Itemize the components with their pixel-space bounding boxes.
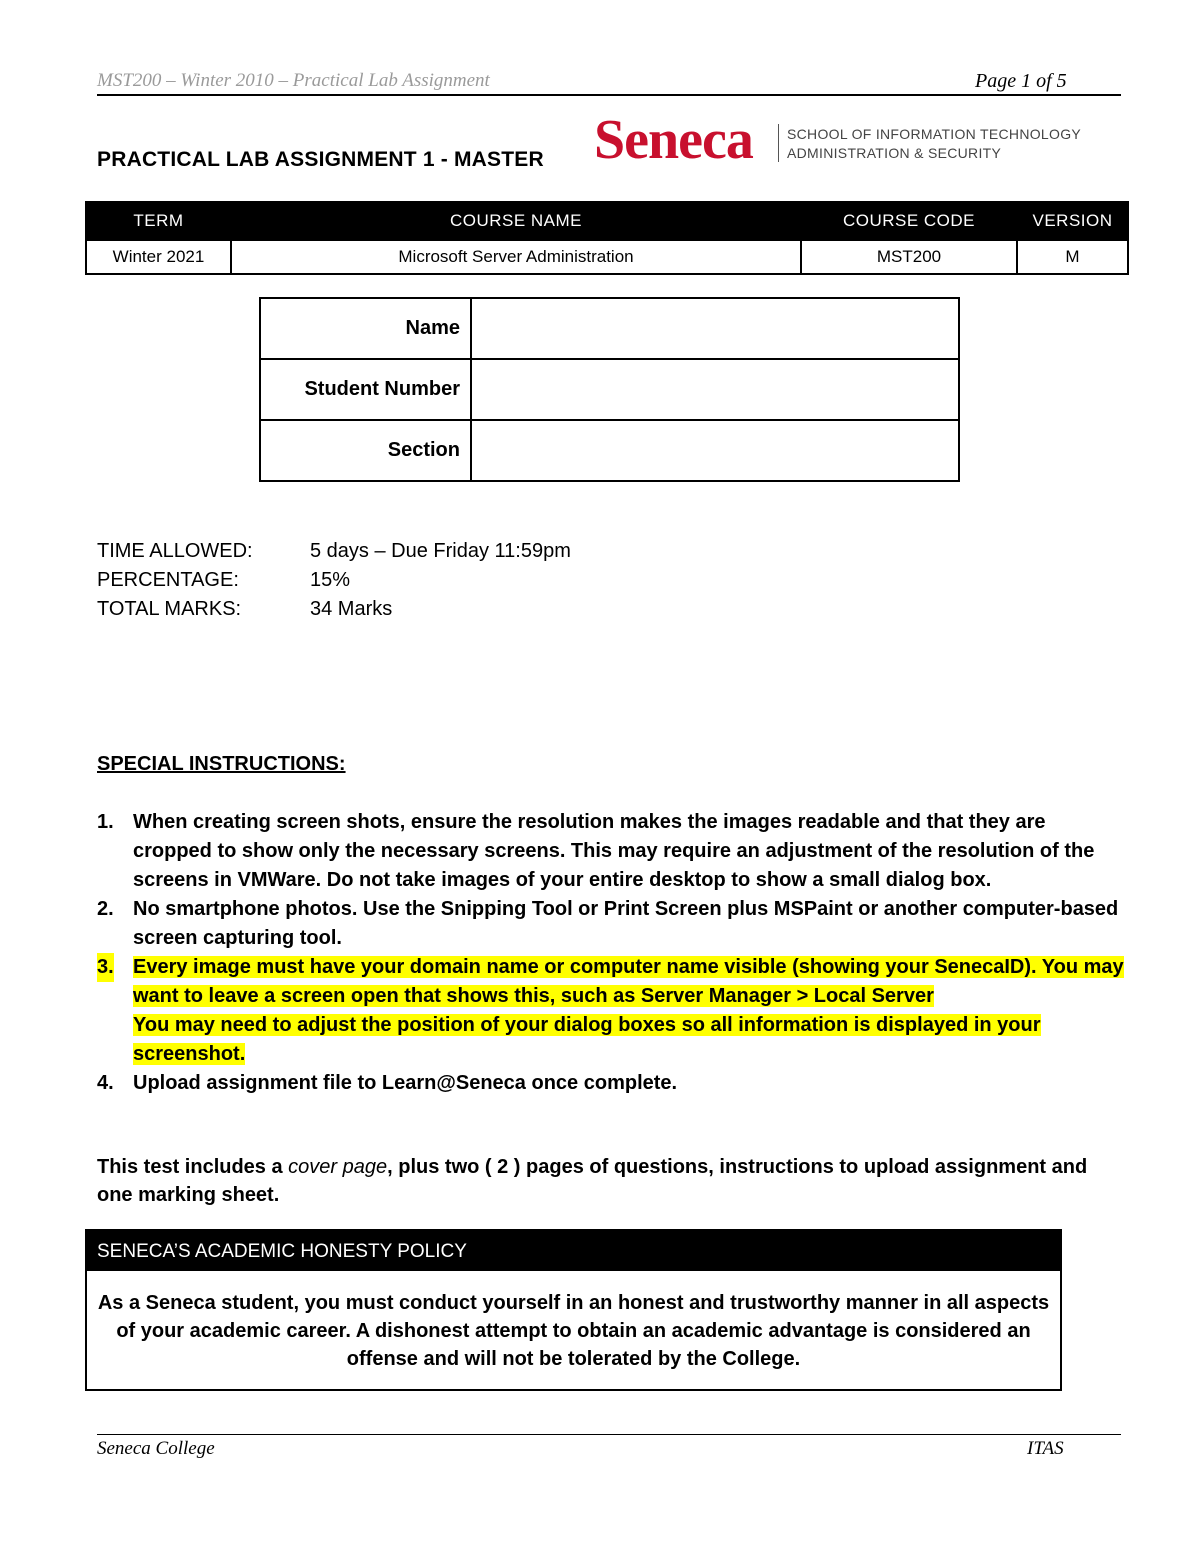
list-item — [97, 1069, 1127, 1098]
seneca-logo-word: Seneca — [594, 109, 753, 171]
student-row-name — [260, 298, 959, 359]
item-text: No smartphone photos. Use the Snipping Tool or Print Screen plus MSPaint or another computer-based screen capturing tool. — [133, 898, 1119, 949]
header-course-code: COURSE CODE — [801, 202, 1017, 240]
item-text: Every image must have your domain name or computer name visible (showing your SenecaID). You may want to leave a screen open that shows this, such as Server Manager > Local Server — [133, 956, 1124, 1007]
info-key: PERCENTAGE: — [97, 569, 239, 591]
item-number: 1. — [97, 811, 114, 833]
label-student-number: Student Number — [260, 359, 471, 420]
cell-term: Winter 2021 — [86, 240, 231, 274]
field-student-number[interactable] — [471, 359, 959, 420]
list-item-highlighted — [97, 953, 1127, 1069]
info-value: 5 days – Due Friday 11:59pm — [310, 540, 571, 562]
honesty-title: SENECA’S ACADEMIC HONESTY POLICY — [87, 1231, 1060, 1271]
info-value: 15% — [310, 569, 351, 591]
test-includes-paragraph — [97, 1153, 1127, 1209]
item-text: When creating screen shots, ensure the resolution makes the images readable and that they are cropped to show only the necessary screens. This may require an adjustment of the resolution of the screens in VMWare. Do not take images of your entire desktop to show a small dialog box. — [133, 811, 1095, 891]
instructions-list — [97, 808, 1127, 1098]
student-row-number — [260, 359, 959, 420]
course-table-row — [86, 240, 1128, 274]
academic-honesty-box — [85, 1229, 1062, 1391]
header-course-name: COURSE NAME — [231, 202, 801, 240]
header-left-text: MST200 – Winter 2010 – Practical Lab Assignment — [97, 70, 490, 91]
header-rule — [97, 94, 1121, 96]
header-version: VERSION — [1017, 202, 1128, 240]
honesty-body: As a Seneca student, you must conduct yourself in an honest and trustworthy manner in all aspects of your academic career. A dishonest attempt to obtain an academic advantage is considered an offense and will not be tolerated by the College. — [97, 1292, 1050, 1370]
special-instructions-heading: SPECIAL INSTRUCTIONS: — [97, 753, 346, 775]
student-info-table — [259, 297, 960, 482]
item-number: 3. — [97, 953, 114, 982]
item-number: 4. — [97, 1072, 114, 1094]
page-title: PRACTICAL LAB ASSIGNMENT 1 - MASTER — [97, 148, 544, 171]
info-key: TOTAL MARKS: — [97, 598, 242, 620]
student-row-section — [260, 420, 959, 481]
logo-line-2: ADMINISTRATION & SECURITY — [787, 145, 1002, 161]
cell-version: M — [1017, 240, 1128, 274]
info-value: 34 Marks — [310, 598, 393, 620]
page-number: Page 1 of 5 — [975, 70, 1067, 92]
item-number: 2. — [97, 898, 114, 920]
item-text-continued: You may need to adjust the position of your dialog boxes so all information is displayed in your screenshot. — [133, 1014, 1041, 1065]
footer-left: Seneca College — [97, 1438, 215, 1459]
footer-rule — [97, 1434, 1121, 1435]
header-term: TERM — [86, 202, 231, 240]
paragraph-post: , plus two ( 2 ) pages of questions, instructions to upload assignment and one marking sheet. — [97, 1156, 1088, 1206]
logo-line-1: SCHOOL OF INFORMATION TECHNOLOGY — [787, 126, 1082, 142]
item-text: Upload assignment file to Learn@Seneca once complete. — [133, 1072, 678, 1094]
logo-divider — [778, 124, 779, 162]
field-section[interactable] — [471, 420, 959, 481]
field-name[interactable] — [471, 298, 959, 359]
course-table-header-row — [86, 202, 1128, 240]
footer-right: ITAS — [1027, 1438, 1064, 1459]
cell-course-name: Microsoft Server Administration — [231, 240, 801, 274]
paragraph-pre: This test includes a — [97, 1156, 289, 1178]
list-item — [97, 895, 1127, 953]
label-section: Section — [260, 420, 471, 481]
list-item — [97, 808, 1127, 895]
info-key: TIME ALLOWED: — [97, 540, 253, 562]
course-info-table — [85, 201, 1129, 275]
cell-course-code: MST200 — [801, 240, 1017, 274]
label-name: Name — [260, 298, 471, 359]
paragraph-italic: cover page — [288, 1156, 388, 1178]
